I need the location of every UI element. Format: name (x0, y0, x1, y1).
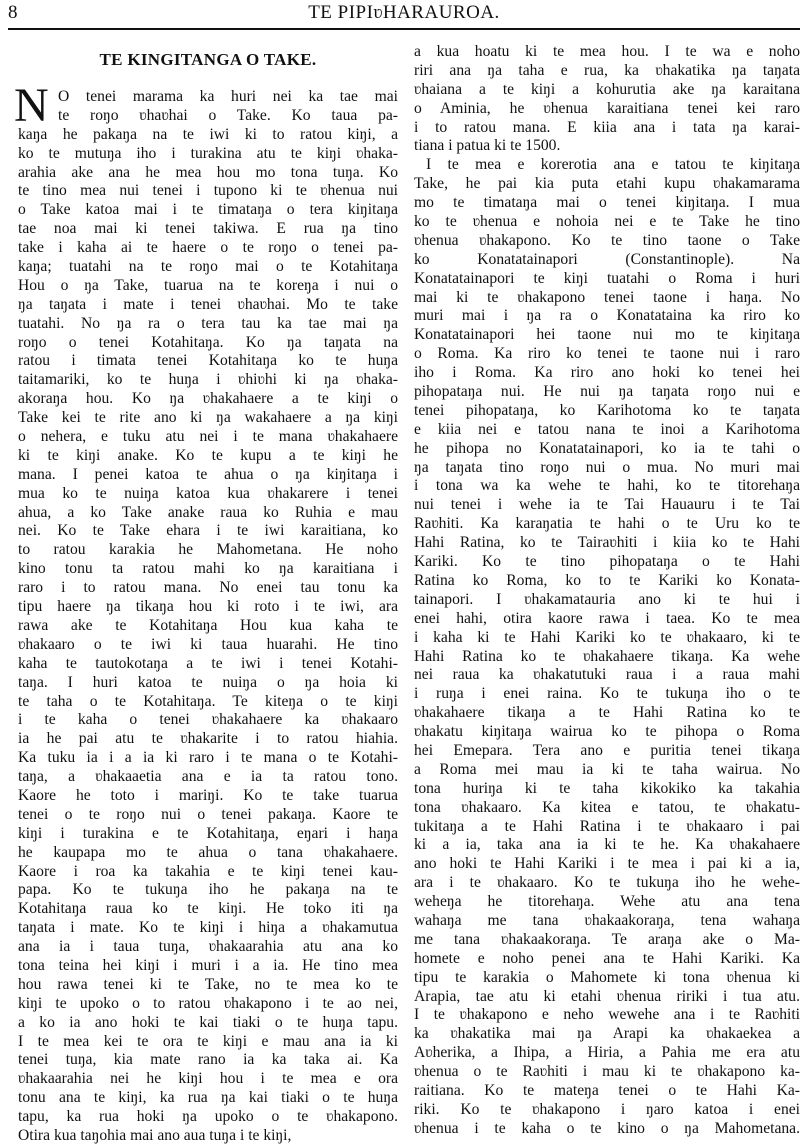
text-line: Ka tuku ia i a ia ki raro i te mana o te Kotahi- (18, 749, 398, 767)
text-line: mo te timataŋa mai o tenei kiŋitaŋa. I mua (414, 194, 800, 212)
text-line: I te ʋhakapono e neho wewehe ana i te Raʋhiti (414, 1006, 800, 1024)
text-line: kaŋa; tuatahi na te roŋo mai o te Kotahitaŋa (18, 258, 398, 276)
text-line: mua ko te nuiŋa katoa kua ʋhakarere i tenei (18, 484, 398, 502)
text-line: ʋhakatu kiŋitaŋa wairua ko te pihopa o Roma (414, 723, 800, 741)
text-line: i tona wa ka wehe te hahi, ko te titorehaŋa (414, 477, 800, 495)
text-line: ki te kiŋi anake. Ko te kupu a te kiŋi he (18, 446, 398, 464)
text-line: Hou o ŋa Take, tuarua na te koreŋa i nui o (18, 276, 398, 294)
text-line: enei hahi, otira kaore rawa i taea. Ko te mea (414, 609, 800, 627)
text-line: papa. Ko te tukuŋa iho he pakaŋa na te (18, 881, 398, 899)
text-line: tukitaŋa a te Hahi Ratina i te ʋhakaaro i pai (414, 817, 800, 835)
text-line: taitamariki, ko te huŋa i ʋhiʋhi ki ŋa ʋhaka- (18, 371, 398, 389)
right-column (414, 43, 800, 1139)
text-line: riki. Ko te ʋhakapono i ŋaro katoa i enei (414, 1100, 800, 1118)
text-line: a Roma mei mau ia ki te taha wairua. No (414, 760, 800, 778)
text-line: tuatahi. No ŋa ra o tera tau ka tae mai ŋa (18, 314, 398, 332)
text-line: iho i Roma. Ka riro ano hoki ko tenei hei (414, 364, 800, 382)
text-line: Konatatainapori hei taone nui mo te kiŋitaŋa (414, 326, 800, 344)
text-line: akoraŋa hou. Ko ŋa ʋhakahaere a te kiŋi o (18, 390, 398, 408)
text-line: nui tenei i wehe ia te Tai Hauauru i te Tai (414, 496, 800, 514)
text-line: ratou i timata tenei Kotahitaŋa ko te huŋa (18, 352, 398, 370)
text-line: homete e noho penei ana te Hahi Kariki. Ka (414, 949, 800, 967)
text-line: muri mai i ŋa ra o Konatataina ka riro ko (414, 307, 800, 325)
text-line: tapu, ka rua hoki ŋa upoko o te ʋhakapono. (18, 1108, 398, 1126)
text-line: i ruŋa i enei raina. Ko te tukuŋa iho o te (414, 685, 800, 703)
text-line: tenei o te roŋo nui o tenei pakaŋa. Kaore te (18, 805, 398, 823)
text-line: ʋhenua ʋhakapono. Ko te tino taone o Take (414, 231, 800, 249)
text-line: o nehera, e tuku atu nei i te mana ʋhakahaere (18, 428, 398, 446)
text-line: taŋa, a ʋhakaaetia ana e ia ta ratou tono. (18, 768, 398, 786)
text-line: Kaore i roa ka takahia e te kiŋi tenei kau- (18, 862, 398, 880)
text-line: I te mea kei te ora te kiŋi e mau ana ia ki (18, 1032, 398, 1050)
page-number: 8 (8, 2, 18, 23)
text-line: ʋhaiana a te kiŋi a kohurutia ake ŋa karaitana (414, 80, 800, 98)
text-line: Ratina ko Roma, ko to te Kariki ko Konata- (414, 571, 800, 589)
text-line: ʋhakaaro o te iwi ki taua huarahi. He tino (18, 635, 398, 653)
text-line: i kaha ki te Hahi Kariki ko te ʋhakaaro, ki te (414, 628, 800, 646)
text-line: mana. I penei katoa te ahua o ŋa kiŋitaŋa i (18, 465, 398, 483)
text-line: tipu haere ŋa tikaŋa hou ki roto i te iwi, ara (18, 598, 398, 616)
text-line: ko te ʋhenua e nohoia nei e te Take he tino (414, 213, 800, 231)
text-line: te taha o te Kotahitaŋa. Te kiteŋa o te kiŋi (18, 692, 398, 710)
text-line: hou rawa tenei ki te Take, no te mea ko te (18, 975, 398, 993)
left-column (18, 88, 398, 1146)
text-line: tona teina hei kiŋi i muri i a ia. He tino mea (18, 956, 398, 974)
text-line: ʋhenua o te Raʋhiti i mau ki te ʋhakapono ka- (414, 1063, 800, 1081)
text-line: o Roma. Ka riro ko tenei te taone nui i raro (414, 345, 800, 363)
text-line: weheŋa he titorehaŋa. Wehe atu ana tena (414, 893, 800, 911)
text-line: tona huriŋa ki te taha kikokiko ka takahia (414, 779, 800, 797)
text-line: riri ana ŋa taha e rua, ka ʋhakatika ŋa taŋata (414, 61, 800, 79)
text-line: taŋata i mate. Ko te kiŋi i hiŋa a ʋhakamutua (18, 919, 398, 937)
text-line: tipu te karakia o Mahomete ki tona ʋhenua ki (414, 968, 800, 986)
text-line: raro i to ratou mana. No enei tau tonu ka (18, 579, 398, 597)
publication-title: TE PIPIʋHARAUROA. (308, 2, 500, 23)
text-line: ko Konatatainapori (Constantinople). Na (414, 250, 800, 268)
text-line: a kua hoatu ki te mea hou. I te wa e noho (414, 43, 800, 60)
text-line: te tino mea nui tenei i tupono ki te ʋhenua nui (18, 182, 398, 200)
text-line: kaha te tautokotaŋa a te iwi i tenei Kotahi- (18, 654, 398, 672)
text-line: Kariki. Ko te tino pihopataŋa o te Hahi (414, 553, 800, 571)
text-line: kaŋa he pakaŋa na te iwi ki to ratou kiŋi, a (18, 125, 398, 143)
text-line: Hahi Ratina ko te ʋhakahaere tikaŋa. Ka wehe (414, 647, 800, 665)
text-line: ara i te ʋhakaaro. Ko te tukuŋa iho he wehe- (414, 874, 800, 892)
text-line: roŋo o tenei Kotahitaŋa. Ko ŋa taŋata na (18, 333, 398, 351)
text-line: tenei pihopataŋa, ko Karihotoma ko te taŋata (414, 401, 800, 419)
text-line: Arapia, tae atu ki etahi ʋhenua ririki i tua atu. (414, 987, 800, 1005)
text-line: ko te mutuŋa iho i turakina atu te kiŋi ʋhaka- (18, 144, 398, 162)
text-line: he pihopa no Konatatainapori, ko ia te tahi o (414, 439, 800, 457)
text-line: i to ratou mana. E kiia ana i tata ŋa karai- (414, 118, 800, 136)
text-line: ia he pai atu te ʋhakarite i to ratou hiahia. (18, 730, 398, 748)
text-line: nei raua ka ʋhakatutuki raua i a raua mahi (414, 666, 800, 684)
text-line: mai ki te ʋhakapono tenei taone i haŋa. No (414, 288, 800, 306)
text-line: wahaŋa me tana ʋhakaakoraŋa, tena wahaŋa (414, 911, 800, 929)
text-line: Konatatainapori te kiŋi tuatahi o Roma i huri (414, 269, 800, 287)
text-line: I te mea e korerotia ana e tatou te kiŋitaŋa (426, 156, 800, 174)
text-line: ana ia i taua tuŋa, ʋhakaarahia atu ana ko (18, 938, 398, 956)
text-line: kiŋi te upoko o to ratou ʋhakapono i te ao nei, (18, 994, 398, 1012)
text-line: Take, he pai kia puta etahi kupu ʋhakamarama (414, 175, 800, 193)
article-headline: TE KINGITANGA O TAKE. (99, 50, 317, 69)
text-line: Aʋherika, a Ihipa, a Hiria, a Pahia me era atu (414, 1044, 800, 1062)
drop-cap: N (14, 79, 49, 132)
text-line: Take kei te rite ano ki ŋa wakahaere a ŋa kiŋi (18, 409, 398, 427)
text-line: ka ʋhakatika mai ŋa Arapi ka ʋhakaekea a (414, 1025, 800, 1043)
text-line: ahua, a ko Take anake raua ko Ruhia e mau (18, 503, 398, 521)
text-line: arahia ake ana he mea hou mo tona tuŋa. Ko (18, 163, 398, 181)
text-line: i te kaha o tenei ʋhakahaere ka ʋhakaaro (18, 711, 398, 729)
text-line: he kaupapa mo te ahua o tana ʋhakahaere. (18, 843, 398, 861)
text-line: ki a ia, taka ana ia ki te he. Ka ʋhakahaere (414, 836, 800, 854)
text-line: ŋa taŋata tino roŋo nui o mua. No muri mai (414, 458, 800, 476)
text-line: pihopataŋa nui. He nui ŋa taŋata roŋo nui e (414, 383, 800, 401)
text-line: Kotahitaŋa raua ko te kiŋi. He toko iti ŋa (18, 900, 398, 918)
text-line: to ratou karakia he Mahometana. He noho (18, 541, 398, 559)
text-line: raitiana. Ko te mateŋa tenei o te Hahi Ka- (414, 1081, 800, 1099)
text-line: ʋhenua i te kaha o te kino o ŋa Mahometana. (414, 1119, 800, 1137)
text-line: tenei tuŋa, kia mate rano ia ka taka ai. Ka (18, 1051, 398, 1069)
text-line: kino tonu ta ratou mahi ko ŋa karaitiana i (18, 560, 398, 578)
text-line: e kiia nei e tatou nana te inoi a Karihotoma (414, 420, 800, 438)
text-line: o Take katoa mai i te timataŋa o tera kiŋitaŋa (18, 201, 398, 219)
text-line: nei. Ko te Take ehara i te iwi karaitiana, ko (18, 522, 398, 540)
text-line: ano hoki te Hahi Kariki i te mea i pai ki a ia, (414, 855, 800, 873)
text-line: te roŋo ʋhaʋhai o Take. Ko taua pa- (58, 106, 398, 124)
text-line: tae noa mai ki tenei takiwa. E rua ŋa tino (18, 220, 398, 238)
text-line: O tenei marama ka huri nei ka tae mai (58, 88, 398, 105)
text-line: kiŋi i turakina e te Kotahitaŋa, eŋari i haŋa (18, 824, 398, 842)
text-line: Kaore he toto i mariŋi. Ko te take tuarua (18, 786, 398, 804)
text-line: taŋa. I huri katoa te nuiŋa o ŋa hoia ki (18, 673, 398, 691)
text-line: Otira kua taŋohia mai ano aua tuŋa i te kiŋi, (18, 1126, 292, 1144)
text-line: rawa ake te Kotahitaŋa Hou kua kaha te (18, 616, 398, 634)
text-line: Raʋhiti. Ka karaŋatia te hahi o te Uru ko te (414, 515, 800, 533)
text-line: me tana ʋhakaakoraŋa. Te araŋa ake o Ma- (414, 930, 800, 948)
text-line: tonu ana te kiŋi, ka rua ŋa kai tiaki o te huŋa (18, 1089, 398, 1107)
text-line: ŋa taŋata i mate i tenei ʋhaʋhai. Mo te take (18, 295, 398, 313)
header-rule (8, 28, 800, 30)
text-line: ʋhakahaere tikaŋa a te Hahi Ratina ko te (414, 704, 800, 722)
text-line: hei Emepara. Tera ano e puritia tenei tikaŋa (414, 741, 800, 759)
text-line: take i kaha ai te haere o te roŋo o tenei pa- (18, 239, 398, 257)
text-line: tona ʋhakaaro. Ka kitea e tatou, te ʋhakatu- (414, 798, 800, 816)
text-line: tainapori. I ʋhakamatauria ano ki te hui i (414, 590, 800, 608)
text-line: ʋhakaarahia nei he kiŋi hou i te mea e ora (18, 1070, 398, 1088)
text-line: o Aminia, he ʋhenua karaitiana tenei kei raro (414, 99, 800, 117)
text-line: a ko ia ano hoki te kai tiaki o te huŋa tapu. (18, 1013, 398, 1031)
text-line: tiana i patua ki te 1500. (414, 137, 561, 155)
text-line: Hahi Ratina, ko te Tairaʋhiti i kiia ko te Hahi (414, 534, 800, 552)
